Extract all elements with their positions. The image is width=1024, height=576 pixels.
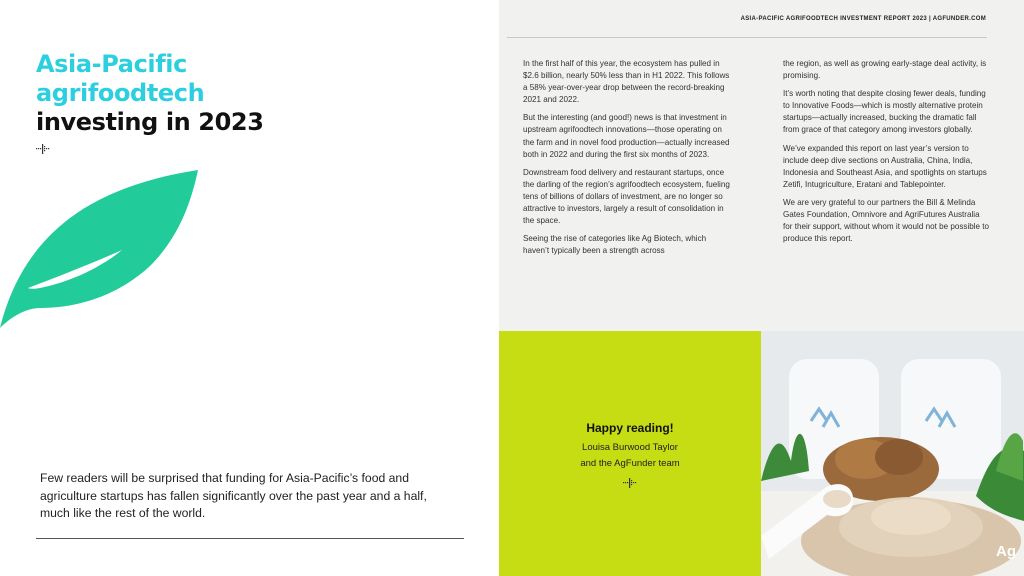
body-text-panel (499, 0, 1024, 331)
signature-name: Louisa Burwood Taylor (582, 442, 678, 453)
paragraph: the region, as well as growing early-stage deal activity, is promising. (783, 59, 987, 81)
powder-and-seaweed-image (761, 331, 1024, 576)
page-title (36, 50, 264, 137)
header-rule (507, 37, 987, 38)
agfunder-logo: Ag (996, 543, 1016, 560)
signature-team: and the AgFunder team (580, 458, 680, 469)
paragraph: But the interesting (and good!) news is that investment in upstream agrifoodtech innovations—those operating on the farm and in novel food production—actually increased both in 2022 and during the first six months of 2023. (523, 113, 730, 159)
left-panel (0, 0, 499, 576)
intro-paragraph: Few readers will be surprised that funding for Asia-Pacific’s food and agriculture startups has fallen significantly over the past year and a half, much like the rest of the world. (40, 471, 427, 520)
paragraph: In the first half of this year, the ecosystem has pulled in $2.6 billion, nearly 50% less than in H1 2022. This follows a 58% year-over-year drop between the record-breaking 2021 and 2022. (523, 59, 730, 105)
closing-block (499, 331, 761, 576)
leaf-illustration-icon (0, 168, 200, 328)
title-line-2: agrifoodtech (36, 79, 205, 107)
closing-heading: Happy reading! (586, 421, 674, 435)
text-column-1 (523, 58, 733, 263)
title-line-1: Asia-Pacific (36, 50, 187, 78)
paragraph: We’ve expanded this report on last year’s version to include deep dive sections on Australia, China, India, Indonesia and Southeast Asia, and spotlights on startups Zetifi, Intugriculture, Eratani and Tablepointer. (783, 143, 987, 189)
paragraph: Seeing the rise of categories like Ag Biotech, which haven’t typically been a strength across (523, 234, 707, 256)
title-line-3: investing in 2023 (36, 108, 264, 136)
running-header: ASIA-PACIFIC AGRIFOODTECH INVESTMENT REPORT 2023 | AGFUNDER.COM (740, 16, 986, 22)
text-column-2 (783, 58, 991, 251)
divider-line (36, 538, 464, 539)
paragraph: We are very grateful to our partners the Bill & Melinda Gates Foundation, Omnivore and AgriFutures Australia for their support, without whom it would not be possible to produce this report. (783, 197, 990, 244)
dotted-ornament-icon (36, 144, 50, 154)
paragraph: It’s worth noting that despite closing fewer deals, funding to Innovative Foods—which is mostly alternative protein startups—actually increased, bucking the dramatic fall from grace of that category among investors globally. (783, 89, 986, 135)
product-photo (761, 331, 1024, 576)
paragraph: Downstream food delivery and restaurant startups, once the darling of the region’s agrifoodtech ecosystem, fueling tens of billions of dollars of investment, are no longer so attractive to investors, largely a result of consolidation in the space. (523, 167, 730, 226)
dotted-ornament-icon (623, 478, 637, 488)
